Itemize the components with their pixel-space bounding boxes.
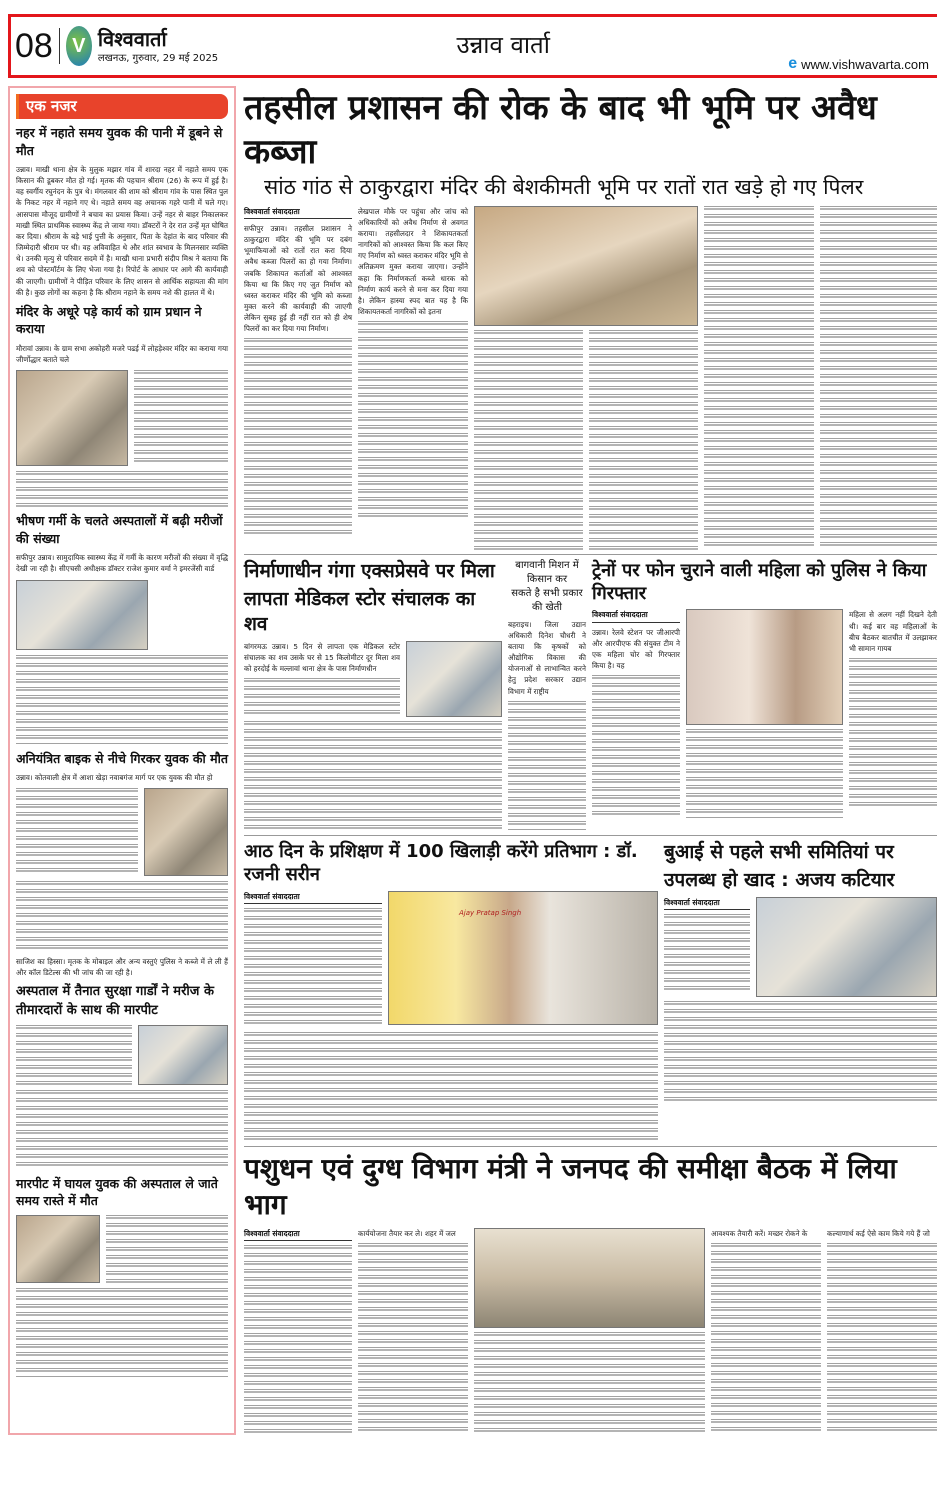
article-column: [244, 1228, 352, 1435]
article-text-lines: [711, 1243, 821, 1433]
row-two: [244, 559, 937, 831]
article-headline: निर्माणाधीन गंगा एक्सप्रेसवे पर मिला: [244, 559, 495, 582]
sidebar-photo: [144, 788, 228, 876]
article-column: [474, 1228, 705, 1435]
article-headline: आठ दिन के प्रशिक्षण में 100 खिलाड़ी करेंगे प्रतिभाग : डॉ. रजनी सरीन: [244, 840, 638, 886]
headline-line: सकते है सभी प्रकार की खेती: [511, 587, 583, 613]
lead-text-lines: [704, 206, 814, 546]
article-text-lines: [827, 1243, 937, 1433]
lead-subcolumns: [474, 330, 698, 550]
article-columns: [592, 609, 937, 819]
sidebar-headline: मारपीट में घायल युवक की अस्पताल ले जाते समय रास्ते में मौत: [16, 1175, 218, 1209]
article-headline: ट्रेनों पर फोन चुराने वाली महिला को पुलिस ने किया गिरफ्तार: [592, 559, 927, 605]
article-headline: पशुधन एवं दुग्ध विभाग मंत्री ने जनपद की समीक्षा बैठक में लिया भाग: [244, 1151, 897, 1222]
article-text-lines: [244, 1245, 352, 1435]
article-text-lines: [664, 914, 750, 994]
banner-text: Ajay Pratap Singh: [459, 908, 522, 917]
brand-name: विश्ववार्ता: [97, 27, 167, 51]
sidebar-headline: मंदिर के अधूरे पड़े कार्य को ग्राम प्रधान ने कराया: [16, 303, 202, 337]
page-number: 08: [15, 27, 53, 65]
lead-column: [474, 206, 698, 550]
browser-icon: e: [788, 55, 798, 72]
article: [244, 559, 502, 831]
article-body: बहराइच। जिला उद्यान अधिकारी दिनेश चौधरी ने बताया कि कृषकों को औद्योगिक विकास की योजनाओं से लाभान्वित करने हेतु प्रदेश सरकार उद्यान विभाग में राष्ट्रीय: [508, 619, 586, 696]
sidebar-text-lines: [16, 1090, 228, 1170]
article-body: उन्नाव। रेलवे स्टेशन पर जीआरपी और आरपीएफ की संयुक्त टीम ने एक महिला चोर को गिरफ्तार किया है। यह: [592, 627, 680, 671]
section-title: उन्नाव वार्ता: [456, 31, 550, 60]
lead-body: सफीपुर उन्नाव। तहसील प्रशासन ने ठाकुरद्वारा मंदिर की भूमि पर दबंग भूमाफियाओं को रातों रात करा दिया अवैध कब्जा पिलरों का हो गया निर्माण। जबकि शिकायत कर्ताओं को आश्वस्त किया था कि किए गए जुत निर्माण को ध्वस्त कराकर मंदिर की भूमि को कब्जा मुक्त करने की कार्यवाही की जाएगी लेकिन सुबह हुई ही नहीं रात को ही शेष पिलरों का कर दिया गया निर्माण।: [244, 223, 352, 334]
sidebar-headline: भीषण गर्मी के चलते अस्पतालों में बढ़ी मरीजों की संख्या: [16, 513, 223, 546]
article-body: कार्ययोजना तैयार कर ले। शहर में जल: [358, 1228, 456, 1238]
masthead: [8, 14, 937, 78]
row-three: [244, 840, 937, 1142]
article-photo: [756, 897, 937, 997]
lead-columns: [244, 206, 937, 550]
sidebar-photo: [16, 580, 148, 650]
sidebar-body: साजिश का हिस्सा। मृतक के मोबाइल और अन्य वस्तुएं पुलिस ने कब्जे में ले ली हैं और कॉल डिटेल्स की भी जांच की जा रही है।: [16, 957, 228, 978]
article-photo: [474, 1228, 705, 1328]
sidebar-text-lines: [16, 1288, 228, 1378]
lead-text-lines: [820, 206, 937, 546]
article-text-lines: [849, 658, 937, 808]
sidebar-text-lines: [106, 1215, 228, 1283]
divider: [244, 554, 937, 555]
article-text-lines: [358, 1243, 468, 1433]
article-byline: विश्ववार्ता संवाददाता: [244, 891, 382, 904]
lead-column: [244, 206, 352, 550]
sidebar-story-media: [16, 1215, 228, 1283]
sidebar-box: [8, 86, 236, 1435]
article-media: [244, 641, 502, 717]
article-body: बांगरमऊ उन्नाव। 5 दिन से लापता एक मेडिकल स्टोर संचालक का शव उसके घर से 15 किलोमीटर दूर मिला शव को हरदोई के मल्लावां थाना क्षेत्र के पास निर्माणधीन: [244, 641, 400, 674]
article-headline: उपलब्ध हो खाद : अजय कटियार: [664, 869, 895, 892]
sidebar-headline: अनियंत्रित बाइक से नीचे गिरकर युवक की मौत: [16, 750, 228, 766]
article: [508, 559, 586, 831]
lead-byline: विश्ववार्ता संवाददाता: [244, 206, 352, 219]
sidebar-headline: नहर में नहाते समय युवक की पानी में डूबने से मौत: [16, 125, 223, 158]
page-body: [8, 86, 937, 1435]
sidebar-story-media: [16, 370, 228, 466]
lead-body: लेखपाल मौके पर पहुंचा और जांच को अधिकारियों को अवैध निर्माण से अवगत कराया। तहसीलदार ने शिकायतकर्ता नागरिकों को आश्वस्त किया कि कल किए गए निर्माण को ध्वस्त कराकर मंदिर भूमि से अतिक्रमण मुक्त कराया जाएगा। उन्होंने कहा कि निर्माणकर्ता कब्जे धारक को निर्माण कार्य करने से मना कर दिया गया है। लेकिन हास्या स्पद बात यह है कि शिकायतकर्ता नागरिकों को इतना: [358, 206, 468, 317]
article-headline: [508, 559, 586, 615]
article-text-lines: [244, 908, 382, 1028]
article-media: [664, 897, 937, 997]
divider: [244, 835, 937, 836]
sidebar-body: मौरावां उन्नाव। के ग्राम सभा अकोहरी मजरे पढई में लोहड़ेश्वर मंदिर का कराया गया जीर्णोद्धार बताते चले: [16, 343, 228, 365]
article-column: [664, 897, 750, 997]
sidebar-story-media: [16, 788, 228, 876]
article-byline: विश्ववार्ता संवाददाता: [244, 1228, 352, 1241]
lead-subheadline: सांठ गांठ से ठाकुरद्वारा मंदिर की बेशकीमती भूमि पर रातों रात खड़े हो गए पिलर: [264, 175, 864, 200]
divider: [244, 1146, 937, 1147]
article-text-lines: [508, 701, 586, 831]
article-text-lines: [686, 729, 843, 819]
article-text-lines: [592, 675, 680, 815]
sidebar-body: उन्नाव। कोतवाली क्षेत्र में आशा खेड़ा नवाबगंज मार्ग पर एक युवक की मौत हो: [16, 773, 213, 782]
article: [664, 840, 937, 1142]
article-column: [592, 609, 680, 819]
masthead-left: [15, 26, 218, 66]
article-column: [827, 1228, 937, 1435]
article: [592, 559, 937, 831]
sidebar-story-media: [16, 1025, 228, 1085]
sidebar-body: उन्नाव। माखी थाना क्षेत्र के मुलुक मझार गांव में शारदा नहर में नहाते समय एक किसान की डूबकर मौत हो गई। मृतक की पहचान श्रीराम (26) के रूप में हुई है। वह स्वर्गीय रघुनंदन के पुत्र थे। मंगलवार की शाम को श्रीराम गांव के पास स्थित पुल के निकट नहर में नहाने गए थे। नहाते समय वह अचानक गहरे पानी में चले गए। आसपास मौजूद ग्रामीणों ने बचाव का प्रयास किया। उन्हें नहर से बाहर निकालकर माखी स्थित प्राथमिक स्वास्थ्य केंद्र ले जाया गया। डॉक्टरों ने देर रात उन्हें मृत घोषित कर दिया। श्रीराम के बड़े भाई पुत्ती के अनुसार, पिता के देहांत के बाद परिवार की जिम्मेदारी श्रीराम पर थी। वह अविवाहित थे और शांत स्वभाव के मिलनसार व्यक्ति थे। उनकी मृत्यु से परिवार सदमे में है। माखी थाना प्रभारी संदीप मिश्र ने बताया कि शव को पोस्टमॉर्टम के लिए भेजा गया है। रिपोर्ट के आधार पर आगे की कार्यवाही की जाएगी। ग्रामीणों ने पीड़ित परिवार के लिए शासन से आर्थिक सहायता की मांग की है। कुछ लोगों का कहना है कि श्रीराम नहाने के समय नशे की हालत में थे।: [16, 165, 229, 297]
article-column: [244, 641, 400, 717]
article-body: आवश्यक तैयारी करें। मच्छर रोकने के: [711, 1228, 808, 1238]
sidebar-photo: [16, 370, 128, 466]
sidebar-text-lines: [134, 370, 228, 466]
lead-text-lines: [244, 338, 352, 538]
article-text-lines: [474, 1332, 705, 1432]
sidebar-text-lines: [16, 788, 138, 876]
sidebar-body: सफीपुर उन्नाव। सामुदायिक स्वास्थ्य केंद्र में गर्मी के कारण मरीजों की संख्या में वृद्धि देखी जा रही है। सीएचसी अधीक्षक डॉक्टर राजेश कुमार वर्मा ने इमरजेंसी वार्ड: [16, 553, 228, 574]
lead-headline: तहसील प्रशासन की रोक के बाद भी भूमि पर अवैध कब्जा: [244, 88, 877, 173]
sidebar-photo: [16, 1215, 100, 1283]
article-photo: [406, 641, 502, 717]
article-headline: बुआई से पहले सभी समितियां पर: [664, 840, 894, 863]
lead-text-lines: [474, 330, 583, 550]
sidebar-photo: [138, 1025, 228, 1085]
article-column: [244, 891, 382, 1028]
lead-text-lines: [358, 321, 468, 521]
article-photo: [686, 609, 843, 725]
article-text-lines: [244, 678, 400, 714]
article-text-lines: [244, 721, 502, 831]
article-headline: लापता मेडिकल स्टोर संचालक का शव: [244, 588, 476, 636]
article-media: [244, 891, 658, 1028]
sidebar-text-lines: [16, 471, 228, 507]
article-byline: विश्ववार्ता संवाददाता: [664, 897, 750, 910]
main-content: [244, 86, 937, 1435]
article-column: [686, 609, 843, 819]
brand-logo-icon: V: [66, 26, 92, 66]
row-four: [244, 1228, 937, 1435]
lead-text-lines: [589, 330, 698, 550]
sidebar-text-lines: [16, 881, 228, 951]
sidebar-text-lines: [16, 655, 228, 745]
article-photo: [388, 891, 658, 1025]
article: [244, 840, 658, 1142]
sidebar-headline: अस्पताल में तैनात सुरक्षा गार्डों ने मरीज के तीमारदारों के साथ की मारपीट: [16, 984, 214, 1018]
divider: [59, 28, 60, 64]
sidebar-text-lines: [16, 1025, 132, 1085]
lead-column: [358, 206, 468, 550]
article-byline: विश्ववार्ता संवाददाता: [592, 609, 680, 622]
article-body: कल्याणार्थ कई ऐसे काम किये गये हैं जो: [827, 1228, 930, 1238]
dateline: लखनऊ, गुरुवार, 29 मई 2025: [97, 53, 219, 64]
headline-line: बागवानी मिशन में किसान कर: [515, 559, 579, 585]
lead-photo: [474, 206, 698, 326]
article-column: [358, 1228, 468, 1435]
brand-block: [98, 26, 218, 66]
article-column: [711, 1228, 821, 1435]
website-link[interactable]: www.vishwavarta.com: [801, 56, 929, 72]
website-block: [788, 55, 929, 73]
article-text-lines: [244, 1032, 658, 1142]
article-text-lines: [664, 1001, 937, 1101]
article-column: [849, 609, 937, 819]
article-body: महिला से अलग नहीं दिखने देती थी। कई बार वह महिलाओं के बीच बैठकर बातचीत में उलझाकर भी सामान गायब: [849, 610, 937, 653]
sidebar-title: एक नजर: [16, 94, 228, 119]
